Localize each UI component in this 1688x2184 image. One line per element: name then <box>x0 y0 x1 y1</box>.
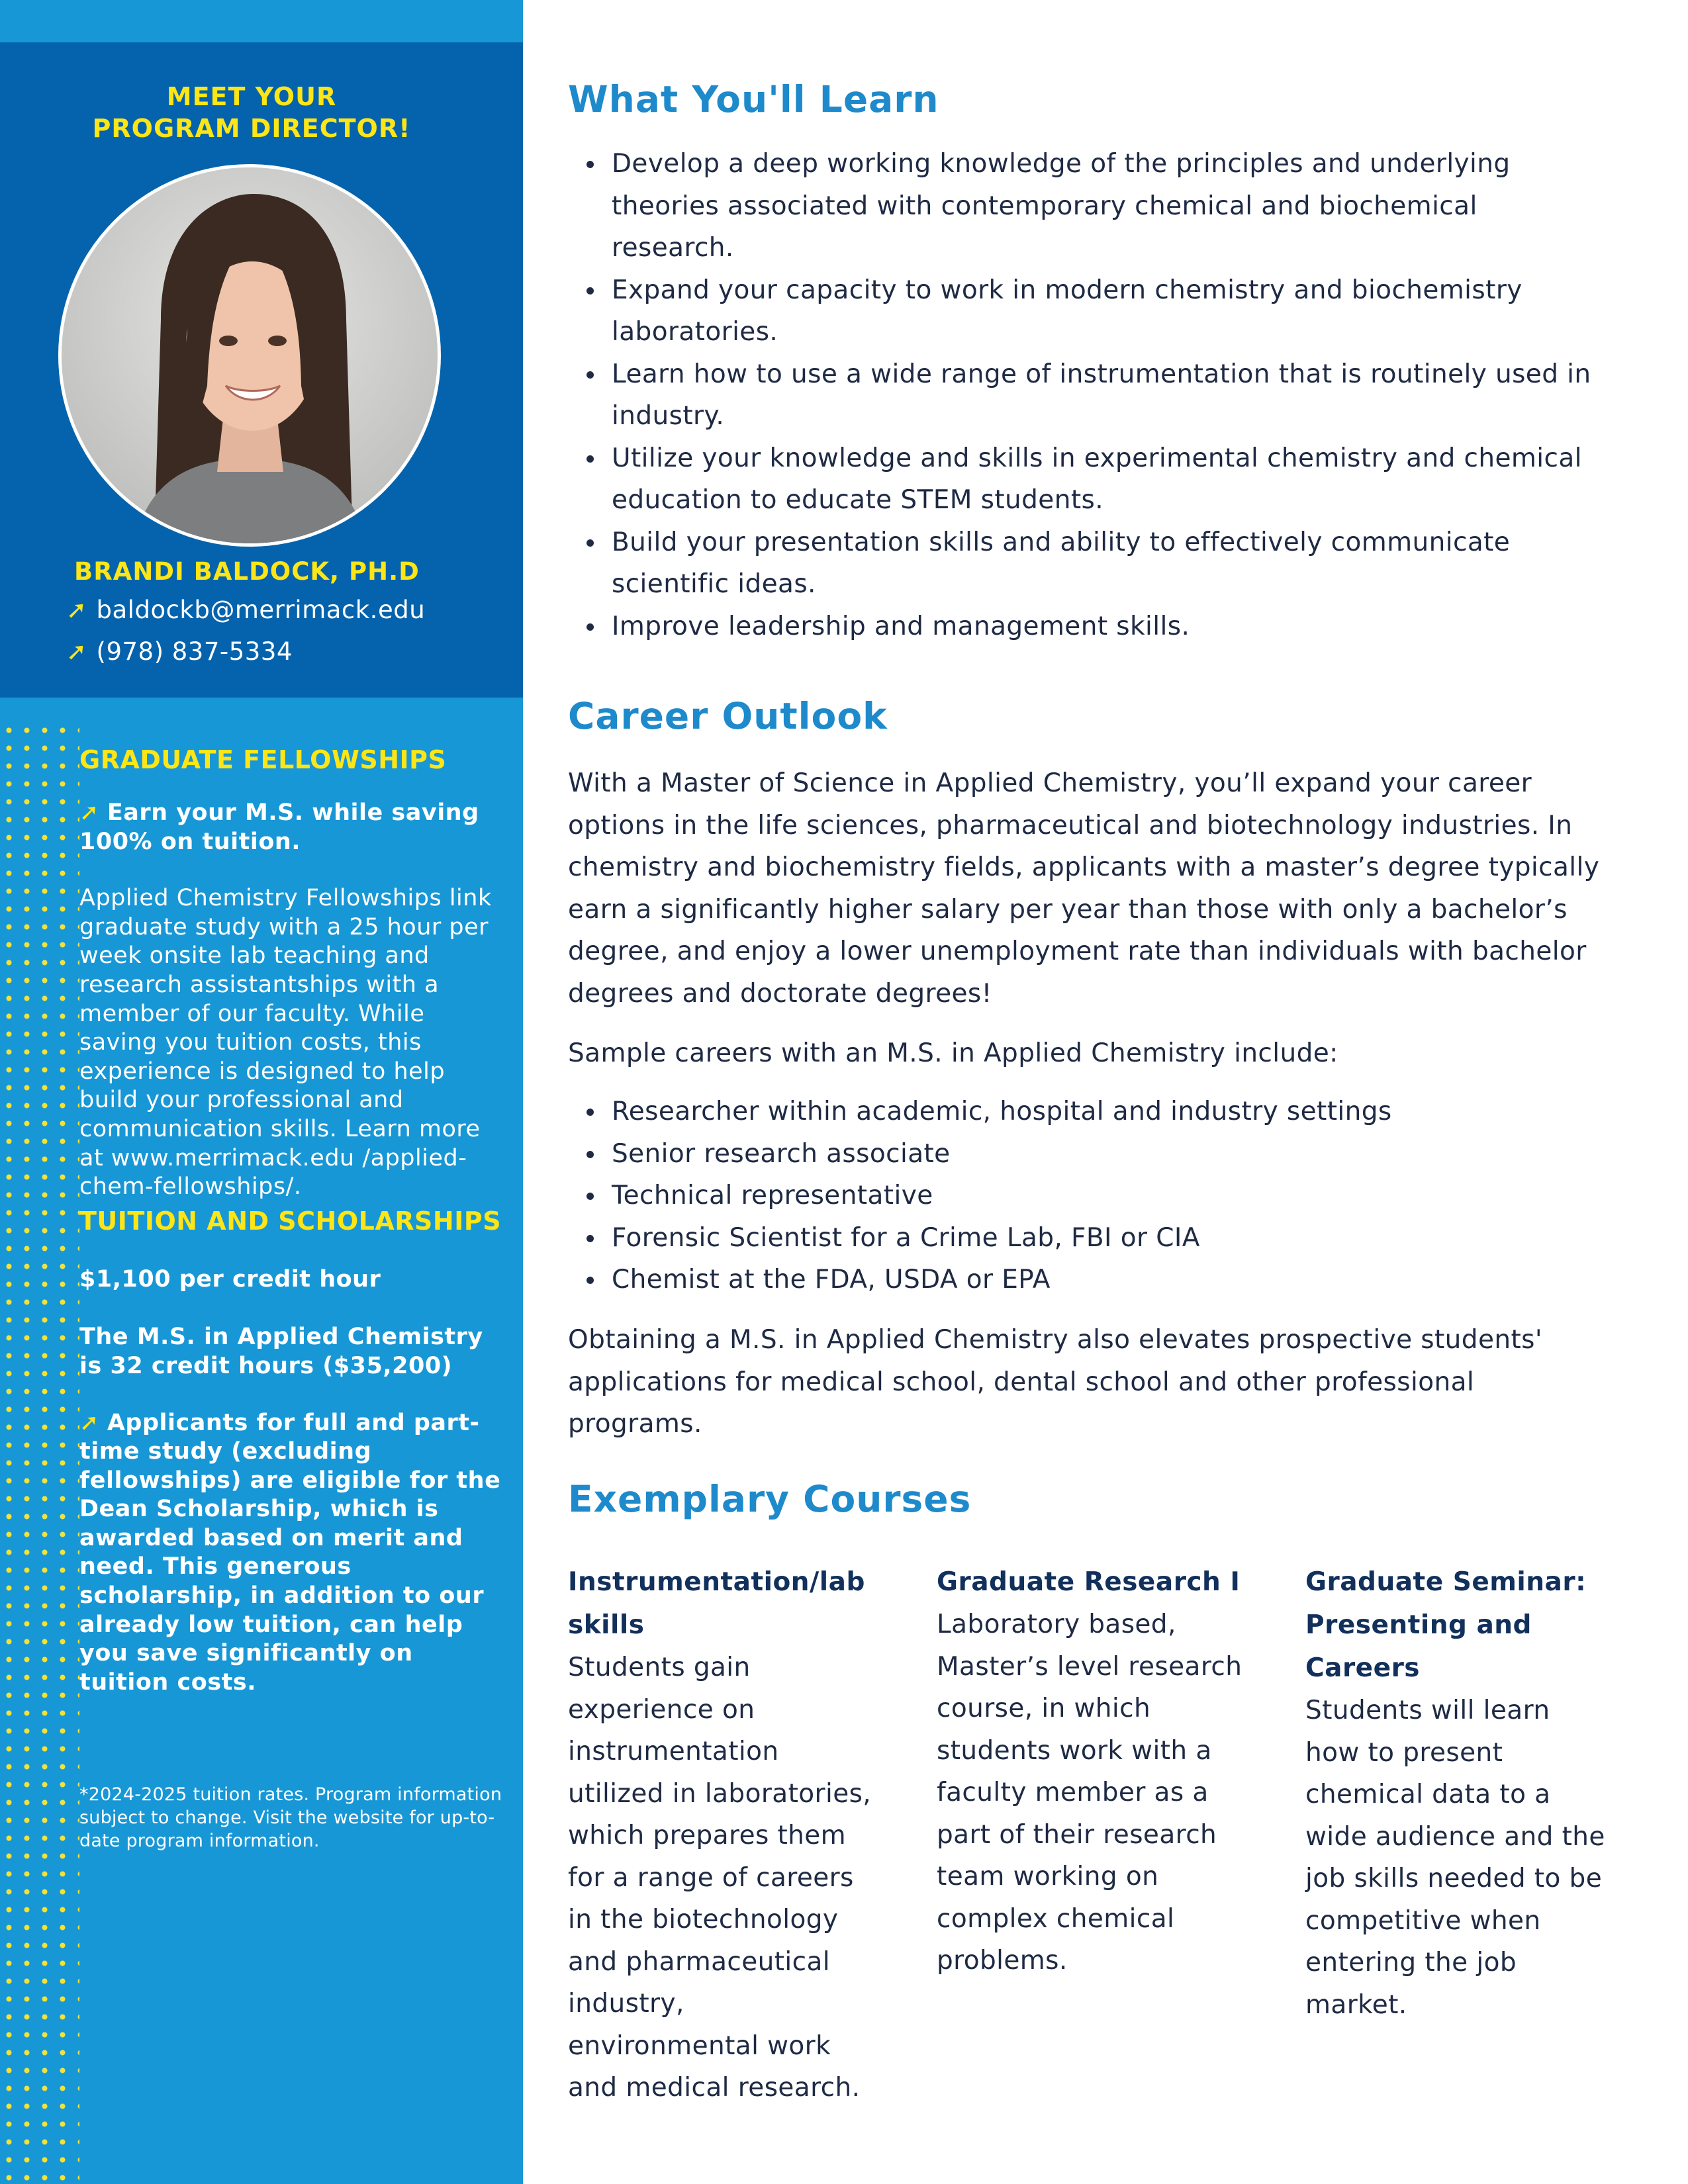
learn-list-item: Develop a deep working knowledge of the principles and underlying theories associated with contemporary chemical and biochemical research. <box>568 143 1601 269</box>
tuition-rate: $1,100 per credit hour <box>79 1265 381 1293</box>
course-card <box>1305 1561 1610 2026</box>
career-intro: With a Master of Science in Applied Chemistry, you’ll expand your career options in the life sciences, pharmaceutical and biotechnology industries. In chemistry and biochemistry fields, applicants with a master’s degree typically earn a significantly higher salary per year than those with only a bachelor’s degree, and enjoy a lower unemployment rate than individuals with bachelor degrees and doctorate degrees! <box>568 768 1600 1009</box>
scholarship-body: Applicants for full and part-time study (excluding fellowships) are eligible for the Dean Scholarship, which is awarded based on merit and need. This generous scholarship, in addition to our already low tuition, can help you save significantly on tuition costs. <box>79 1409 501 1696</box>
director-heading-line1: MEET YOUR <box>166 82 337 111</box>
arrow-icon: ➚ <box>79 799 99 826</box>
course-description: Students gain experience on instrumentation utilized in laboratories, which prepares them for a range of careers in the biotechnology and pharmaceutical industry, environmental work and medical research. <box>568 1653 872 2103</box>
learn-list-item: Expand your capacity to work in modern chemistry and biochemistry laboratories. <box>568 269 1601 353</box>
director-phone-line <box>66 637 293 666</box>
career-title: Career Outlook <box>568 695 888 737</box>
director-email-line <box>66 596 425 624</box>
fellowships-highlight <box>79 799 503 856</box>
learn-title: What You'll Learn <box>568 78 939 120</box>
director-photo <box>58 164 441 547</box>
learn-list-item: Learn how to use a wide range of instrumentation that is routinely used in industry. <box>568 353 1601 437</box>
learn-list-item: Improve leadership and management skills. <box>568 606 1601 648</box>
career-list-item: Chemist at the FDA, USDA or EPA <box>568 1259 1601 1301</box>
career-sample-intro: Sample careers with an M.S. in Applied Chemistry include: <box>568 1038 1338 1068</box>
arrow-icon: ➚ <box>79 1409 99 1436</box>
career-list-item: Forensic Scientist for a Crime Lab, FBI or CIA <box>568 1217 1601 1259</box>
learn-list-item: Build your presentation skills and ability to effectively communicate scientific ideas. <box>568 522 1601 606</box>
course-title: Graduate Research I <box>937 1567 1241 1597</box>
director-phone[interactable]: (978) 837-5334 <box>96 637 293 666</box>
course-title: Instrumentation/lab skills <box>568 1567 865 1640</box>
career-list-item: Technical representative <box>568 1175 1601 1217</box>
courses-title: Exemplary Courses <box>568 1478 972 1520</box>
sidebar-content <box>79 745 503 1852</box>
tuition-total: The M.S. in Applied Chemistry is 32 credit hours ($35,200) <box>79 1324 483 1379</box>
director-name: BRANDI BALDOCK, PH.D <box>74 557 420 586</box>
sidebar-top-strip <box>0 0 523 42</box>
footnote: *2024-2025 tuition rates. Program information subject to change. Visit the website for up-to-date program information. <box>79 1784 502 1852</box>
career-list-item: Researcher within academic, hospital and industry settings <box>568 1091 1601 1133</box>
director-email[interactable]: baldockb@merrimack.edu <box>96 596 426 624</box>
learn-list <box>568 143 1601 647</box>
director-heading <box>0 81 503 144</box>
career-list <box>568 1091 1601 1301</box>
course-description: Laboratory based, Master’s level research course, in which students work with a faculty member as a part of their research team working on complex chemical problems. <box>937 1610 1243 1976</box>
fellowships-body: Applied Chemistry Fellowships link graduate study with a 25 hour per week onsite lab teaching and research assistantships with a member of our faculty. While saving you tuition costs, this experience is designed to help build your professional and communication skills. Learn more at www.merrimack.edu /applied-chem-fellowships/. <box>79 885 492 1201</box>
fellowships-highlight-text: Earn your M.S. while saving 100% on tuition. <box>79 799 479 855</box>
career-closing: Obtaining a M.S. in Applied Chemistry also elevates prospective students' applications for medical school, dental school and other professional programs. <box>568 1325 1542 1439</box>
dot-pattern <box>0 721 79 2184</box>
scholarship-text <box>79 1409 503 1698</box>
course-card <box>937 1561 1248 1982</box>
director-heading-line2: PROGRAM DIRECTOR! <box>92 114 411 143</box>
arrow-icon: ➚ <box>66 596 87 624</box>
director-portrait-image <box>62 167 438 543</box>
career-list-item: Senior research associate <box>568 1133 1601 1175</box>
learn-list-item: Utilize your knowledge and skills in experimental chemistry and chemical education to educate STEM students. <box>568 437 1601 522</box>
arrow-icon: ➚ <box>66 637 87 666</box>
fellowships-heading: GRADUATE FELLOWSHIPS <box>79 745 447 774</box>
course-description: Students will learn how to present chemical data to a wide audience and the job skills needed to be competitive when entering the job market. <box>1305 1696 1605 2020</box>
course-title: Graduate Seminar: Presenting and Careers <box>1305 1567 1587 1683</box>
tuition-heading: TUITION AND SCHOLARSHIPS <box>79 1206 502 1236</box>
sidebar <box>0 0 523 2184</box>
course-card <box>568 1561 879 2109</box>
